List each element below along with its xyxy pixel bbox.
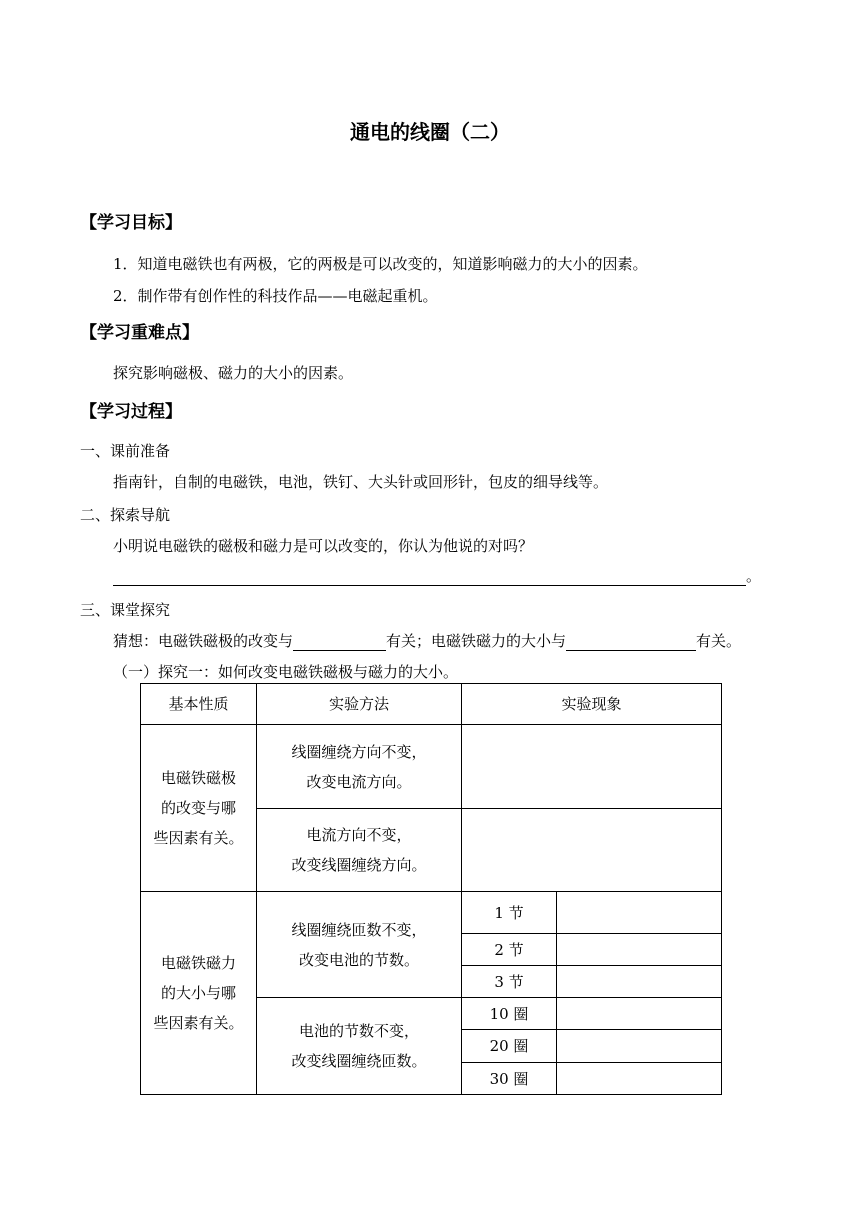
explore-answer-line[interactable] — [113, 565, 761, 586]
experiment-table — [140, 683, 722, 1095]
goal-item-2: 2．制作带有创作性的科技作品——电磁起重机。 — [113, 287, 438, 305]
goal-item-1: 1．知道电磁铁也有两极，它的两极是可以改变的，知道影响磁力的大小的因素。 — [113, 255, 648, 273]
key-points-heading: 【学习重难点】 — [80, 323, 199, 343]
battery-1-result-cell[interactable] — [557, 892, 722, 934]
battery-1-label: 1 节 — [462, 892, 557, 934]
pole-property-cell: 电磁铁磁极 的改变与哪 些因素有关。 — [141, 725, 257, 892]
turns-10-label: 10 圈 — [462, 998, 557, 1030]
guess-part-2: 有关；电磁铁磁力的大小与 — [386, 632, 567, 650]
force-method-1: 线圈缠绕匝数不变， 改变电池的节数。 — [257, 892, 462, 998]
pole-method-1: 线圈缠绕方向不变， 改变电流方向。 — [257, 725, 462, 809]
table-header-row — [141, 684, 722, 725]
battery-3-result-cell[interactable] — [557, 966, 722, 998]
force-property-cell: 电磁铁磁力 的大小与哪 些因素有关。 — [141, 892, 257, 1095]
pole-method-2: 电流方向不变， 改变线圈缠绕方向。 — [257, 809, 462, 892]
pole-phenomenon-2-cell[interactable] — [462, 809, 722, 892]
turns-30-label: 30 圈 — [462, 1063, 557, 1095]
guess-blank-pole[interactable] — [293, 633, 386, 651]
turns-20-label: 20 圈 — [462, 1030, 557, 1063]
guess-part-3: 有关。 — [696, 632, 742, 650]
explore-question: 小明说电磁铁的磁极和磁力是可以改变的，你认为他说的对吗？ — [113, 537, 534, 555]
battery-3-label: 3 节 — [462, 966, 557, 998]
battery-2-result-cell[interactable] — [557, 934, 722, 966]
goals-heading: 【学习目标】 — [80, 213, 182, 233]
inquiry-1-title: （一）探究一：如何改变电磁铁磁极与磁力的大小。 — [113, 663, 459, 681]
pole-phenomenon-1-cell[interactable] — [462, 725, 722, 809]
section-explore-title: 二、探索导航 — [80, 506, 171, 524]
turns-10-result-cell[interactable] — [557, 998, 722, 1030]
turns-20-result-cell[interactable] — [557, 1030, 722, 1063]
battery-2-label: 2 节 — [462, 934, 557, 966]
section-prep-text: 指南针，自制的电磁铁，电池，铁钉、大头针或回形针，包皮的细导线等。 — [113, 473, 609, 491]
key-points-text: 探究影响磁极、磁力的大小的因素。 — [113, 364, 354, 382]
section-class-title: 三、课堂探究 — [80, 601, 171, 619]
header-method: 实验方法 — [257, 684, 462, 725]
guess-blank-force[interactable] — [566, 633, 696, 651]
table-row — [141, 725, 722, 809]
page-title: 通电的线圈（二） — [350, 120, 510, 144]
process-heading: 【学习过程】 — [80, 402, 182, 422]
header-property: 基本性质 — [141, 684, 257, 725]
section-prep-title: 一、课前准备 — [80, 442, 171, 460]
guess-line — [113, 630, 741, 651]
header-phenomenon: 实验现象 — [462, 684, 722, 725]
answer-end-mark: 。 — [746, 567, 762, 585]
turns-30-result-cell[interactable] — [557, 1063, 722, 1095]
table-row — [141, 892, 722, 934]
force-method-2: 电池的节数不变， 改变线圈缠绕匝数。 — [257, 998, 462, 1095]
guess-part-1: 猜想：电磁铁磁极的改变与 — [113, 632, 294, 650]
